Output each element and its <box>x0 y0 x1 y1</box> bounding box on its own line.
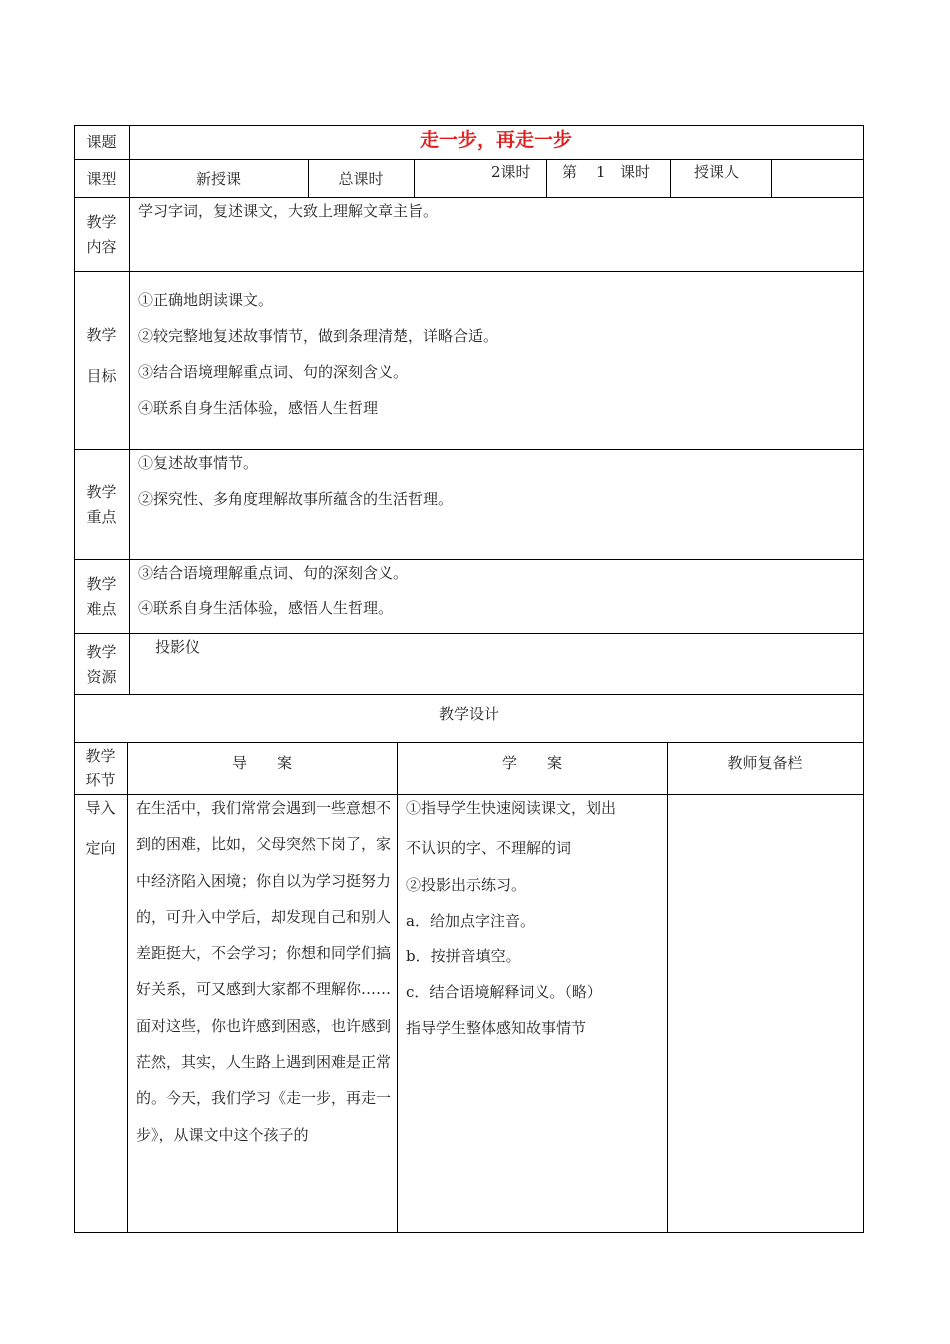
total-hours-label: 总课时 <box>338 170 384 188</box>
rule <box>74 633 864 634</box>
stage-header-line2: 环节 <box>85 771 116 789</box>
content-label-line2: 内容 <box>86 238 117 256</box>
rule <box>127 742 128 1233</box>
goal-item: ④联系自身生活体验，感悟人生哲理 <box>138 399 379 417</box>
rule <box>667 742 668 1233</box>
resources-label-line2: 资源 <box>86 668 117 686</box>
study-item: 不认识的字、不理解的词 <box>406 839 572 857</box>
key-points-label-line1: 教学 <box>86 483 117 501</box>
difficulties-label-line1: 教学 <box>86 575 117 593</box>
guide-header: 导 案 <box>231 754 292 772</box>
topic-label: 课题 <box>86 133 117 151</box>
study-item: b．按拼音填空。 <box>406 947 521 965</box>
study-item: a．给加点字注音。 <box>406 912 535 930</box>
lesson-title: 走一步，再走一步 <box>419 129 572 151</box>
rule <box>74 694 864 695</box>
goals-label-line2: 目标 <box>86 367 117 385</box>
guide-text: 在生活中，我们常常会遇到一些意想不到的困难，比如，父母突然下岗了，家中经济陷入困境；你自以为学习挺努力的，可升入中学后，却发现自己和别人差距挺大，不会学习；你想和同学们搞好关系，可又感到大家都不理解你……面对这些，你也许感到困惑，也许感到茫然，其实，人生路上遇到困难是正常的。今天，我们学习《走一步，再走一步》，从课文中这个孩子的 <box>136 799 392 1144</box>
rule <box>397 742 398 1233</box>
stage-label-line2: 定向 <box>85 839 116 857</box>
study-item: c．结合语境解释词义。（略） <box>406 983 602 1001</box>
content-label-line1: 教学 <box>86 213 117 231</box>
lesson-number-prefix: 第 <box>562 163 578 181</box>
rule <box>863 125 864 1233</box>
study-item: ①指导学生快速阅读课文，划出 <box>406 799 617 817</box>
rule <box>74 125 864 126</box>
rule <box>74 159 864 160</box>
difficulty-item: ④联系自身生活体验，感悟人生哲理。 <box>138 599 394 617</box>
lesson-number: 1 <box>596 163 606 181</box>
rule <box>771 159 772 197</box>
rule <box>129 125 130 694</box>
rule <box>74 559 864 560</box>
key-point-item: ①复述故事情节。 <box>138 454 259 472</box>
goal-item: ①正确地朗读课文。 <box>138 291 274 309</box>
study-header: 学 案 <box>501 754 562 772</box>
rule <box>670 159 671 197</box>
study-item: 指导学生整体感知故事情节 <box>406 1019 587 1037</box>
notes-header: 教师复备栏 <box>727 754 803 772</box>
goal-item: ②较完整地复述故事情节，做到条理清楚，详略合适。 <box>138 327 499 345</box>
stage-header-line1: 教学 <box>85 747 116 765</box>
design-heading: 教学设计 <box>438 705 499 723</box>
rule <box>546 159 547 197</box>
total-hours-value: 2课时 <box>491 163 531 181</box>
difficulty-item: ③结合语境理解重点词、句的深刻含义。 <box>138 564 409 582</box>
rule <box>74 1232 864 1233</box>
rule <box>74 742 864 743</box>
stage-label-line1: 导入 <box>85 799 116 817</box>
content-text: 学习字词，复述课文，大致上理解文章主旨。 <box>138 202 439 220</box>
type-label: 课型 <box>86 170 117 188</box>
rule <box>414 159 415 197</box>
rule <box>74 449 864 450</box>
goal-item: ③结合语境理解重点词、句的深刻含义。 <box>138 363 409 381</box>
type-value: 新授课 <box>195 170 241 188</box>
difficulties-label-line2: 难点 <box>86 600 117 618</box>
resources-label-line1: 教学 <box>86 643 117 661</box>
rule <box>74 271 864 272</box>
teacher-label: 授课人 <box>694 163 740 181</box>
study-item: ②投影出示练习。 <box>406 876 527 894</box>
rule <box>74 197 864 198</box>
key-points-label-line2: 重点 <box>86 508 117 526</box>
lesson-number-suffix: 课时 <box>620 163 651 181</box>
goals-label-line1: 教学 <box>86 326 117 344</box>
resources-text: 投影仪 <box>155 638 201 656</box>
key-point-item: ②探究性、多角度理解故事所蕴含的生活哲理。 <box>138 490 454 508</box>
